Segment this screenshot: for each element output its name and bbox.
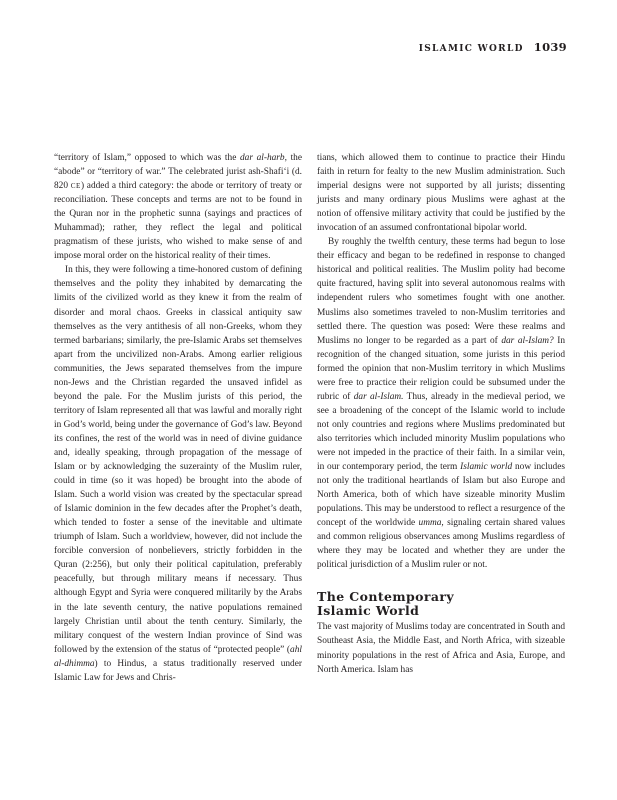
running-head: ISLAMIC WORLD — [418, 44, 524, 54]
paragraph: The vast majority of Muslims today are concentrated in South and Southeast Asia, the Middle East, and North Africa, with sizeable minority populations in the rest of Africa and Asia, Europe, and North America. Islam has — [317, 622, 565, 675]
right-column — [317, 151, 565, 677]
paragraph: “territory of Islam,” opposed to which was the dar al-harb, the “abode” or “territory of war.” The celebrated jurist ash-Shafi‘i (d. 820 CE) added a third category: the abode or territory of treaty or reconciliation. These concepts and terms are not to be found in the Quran nor in the prophetic sunna (sayings and practices of Muhammad); rather, they reflect the legal and political pragmatism of these jurists, who wished to make sense of and impose moral order on the historical reality of their times. — [54, 153, 302, 262]
paragraph: tians, which allowed them to continue to practice their Hindu faith in return for fealty to the new Muslim administration. Such imperial designs were not supported by all jurists; dissenting jurists and many ordinary pious Muslims were aghast at the notion of offensive military activity that could be justified by the invocation of an assumed confrontational bipolar world. — [317, 153, 565, 234]
section-heading: The Contemporary Islamic World — [317, 589, 455, 618]
paragraph: In this, they were following a time-honored custom of defining themselves and the polity they inhabited by demarcating the limits of the civilized world as they knew it from the realm of disorder and moral chaos. Greeks in classical antiquity saw themselves as the very antithesis of all non-Greeks, whom they termed barbarians; similarly, the pre-Islamic Arabs set themselves apart from the uncivilized non-Arabs. Among earlier religious communities, the Jews separated themselves from the impure non-Jews and the Christian regarded the unsaved infidel as beyond the pale. For the Muslim jurists of this period, the territory of Islam represented all that was lawful and morally right in God’s world, being under the governance of God’s law. Beyond its confines, the rest of the world was in need of divine guidance and, ideally speaking, through propagation of the message of Islam or by acknowledging the suzerainty of the Muslim ruler, could in time (so it was hoped) be brought into the abode of Islam. Such a world vision was created by the spectacular spread of Islamic dominion in the few decades after the Prophet’s death, which tended to foster a sense of the inevitable and ultimate triumph of Islam. Such a worldview, however, did not include the forcible conversion of nonbelievers, strictly forbidden in the Quran (2:256), but only their political capitulation, preferably peacefully, but through military means if necessary. Thus although Egypt and Syria were conquered militarily by the Arabs in the late seventh century, the native populations remained largely Christian until about the tenth century. Similarly, the military conquest of the western Indian province of Sind was followed by the extension of the status of “protected people” (ahl al-dhimma) to Hindus, a status traditionally reserved under Islamic Law for Jews and Chris- — [54, 265, 302, 683]
paragraph: By roughly the twelfth century, these terms had begun to lose their efficacy and began to be redefined in response to changed historical and political realities. The Muslim polity had become quite fractured, having split into several autonomous realms with independent rulers who sometimes fought with one another. Muslims also sometimes traveled to non-Muslim territories and settled there. The question was posed: Were these realms and Muslims no longer to be regarded as a part of dar al-Islam? In recognition of the changed situation, some jurists in this period formed the opinion that non-Muslim territory in which Muslims were free to practice their religion could be subsumed under the rubric of dar al-Islam. Thus, already in the medieval period, we see a broadening of the concept of the Islamic world to include not only countries and regions where Muslims predominated but also territories which included minority Muslim populations who were not impeded in the practice of their faith. In a similar vein, in our contemporary period, the term Islamic world now includes not only the traditional heartlands of Islam but also Europe and North America, both of which have sizeable minority Muslim populations. This may be understood to reflect a resurgence of the concept of the worldwide umma, signaling certain shared values and common religious observances among Muslims regardless of where they may be located and whether they are under the political jurisdiction of a Muslim ruler or not. — [317, 237, 566, 571]
page-header — [419, 36, 567, 55]
left-column — [54, 151, 302, 685]
page-number: 1039 — [533, 40, 567, 54]
